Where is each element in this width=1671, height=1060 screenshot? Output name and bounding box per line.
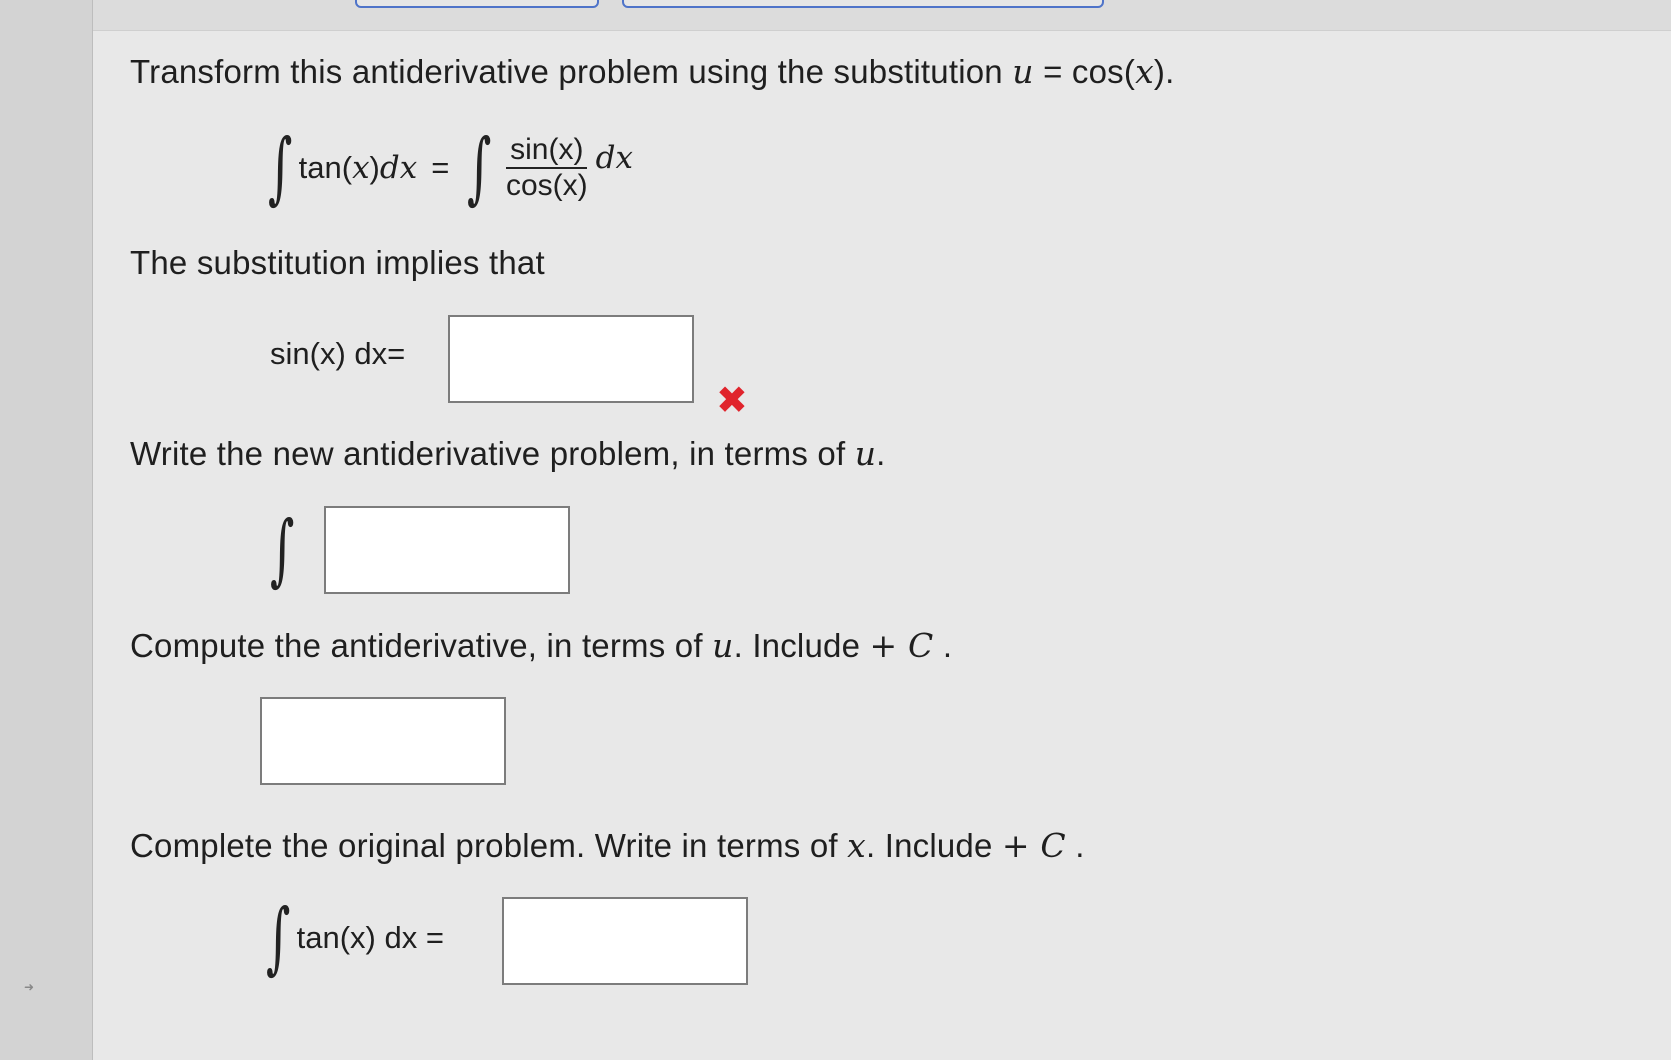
equation-tan-identity bbox=[268, 118, 633, 218]
step3-c: + C bbox=[869, 626, 934, 665]
intro-prefix: Transform this antiderivative problem using the substitution bbox=[130, 53, 1013, 90]
integral-sign: ∫ bbox=[266, 893, 291, 983]
lhs-fn: tan( bbox=[298, 150, 353, 185]
tab-outline-2[interactable] bbox=[622, 0, 1104, 8]
antiderivative-u-input[interactable] bbox=[262, 699, 504, 783]
antiderivative-x-box[interactable] bbox=[502, 897, 748, 985]
step4-mid: . Include bbox=[865, 827, 1002, 864]
tab-strip bbox=[0, 0, 1671, 10]
step3-text bbox=[130, 626, 952, 665]
step3-suffix: . bbox=[933, 627, 953, 664]
rhs-d: dx bbox=[595, 140, 633, 176]
new-integrand-input[interactable] bbox=[326, 508, 568, 592]
new-integral-row bbox=[270, 500, 301, 600]
step2-var: u bbox=[854, 434, 877, 473]
intro-close: ). bbox=[1153, 53, 1175, 90]
step4-var: x bbox=[847, 826, 866, 865]
du-answer-box[interactable] bbox=[448, 315, 694, 403]
integral-sign: ∫ bbox=[467, 123, 492, 213]
sub-lhs: sin(x) dx= bbox=[270, 336, 406, 371]
step4-c: + C bbox=[1001, 826, 1066, 865]
left-sidebar bbox=[0, 0, 93, 1060]
step2-suffix: . bbox=[876, 435, 886, 472]
lhs-close: ) bbox=[369, 150, 380, 185]
step2-prefix: Write the new antiderivative problem, in terms of bbox=[130, 435, 855, 472]
step3-prefix: Compute the antiderivative, in terms of bbox=[130, 627, 713, 664]
intro-text bbox=[130, 52, 1174, 91]
substitution-row bbox=[270, 334, 405, 374]
lhs-d: dx bbox=[379, 150, 418, 186]
antiderivative-x-input[interactable] bbox=[504, 899, 746, 983]
step4-prefix: Complete the original problem. Write in terms of bbox=[130, 827, 848, 864]
step4-suffix: . bbox=[1065, 827, 1085, 864]
intro-x: x bbox=[1135, 52, 1154, 91]
step3-mid: . Include bbox=[733, 627, 870, 664]
integral-sign: ∫ bbox=[268, 123, 293, 213]
panel-divider bbox=[93, 30, 1671, 31]
close-icon: ✖ bbox=[716, 378, 748, 422]
lhs-x: x bbox=[352, 150, 370, 186]
step2-text bbox=[130, 434, 886, 473]
new-integrand-box[interactable] bbox=[324, 506, 570, 594]
intro-var: u bbox=[1012, 52, 1034, 91]
fraction-denominator: cos(x) bbox=[505, 169, 588, 202]
antiderivative-u-box[interactable] bbox=[260, 697, 506, 785]
du-input[interactable] bbox=[450, 317, 692, 401]
tab-outline-1[interactable] bbox=[355, 0, 599, 8]
step3-var: u bbox=[712, 626, 734, 665]
implies-label: The substitution implies that bbox=[130, 244, 545, 281]
fraction bbox=[502, 133, 592, 204]
integral-sign: ∫ bbox=[270, 505, 295, 595]
final-integral-row bbox=[266, 888, 444, 988]
step4-text bbox=[130, 826, 1085, 865]
final-lhs: tan(x) dx = bbox=[296, 920, 444, 955]
fraction-numerator: sin(x) bbox=[506, 133, 587, 170]
arrow-icon: ➜ bbox=[24, 980, 35, 994]
equals-sign: = bbox=[431, 150, 450, 185]
intro-eq: = cos( bbox=[1033, 53, 1136, 90]
